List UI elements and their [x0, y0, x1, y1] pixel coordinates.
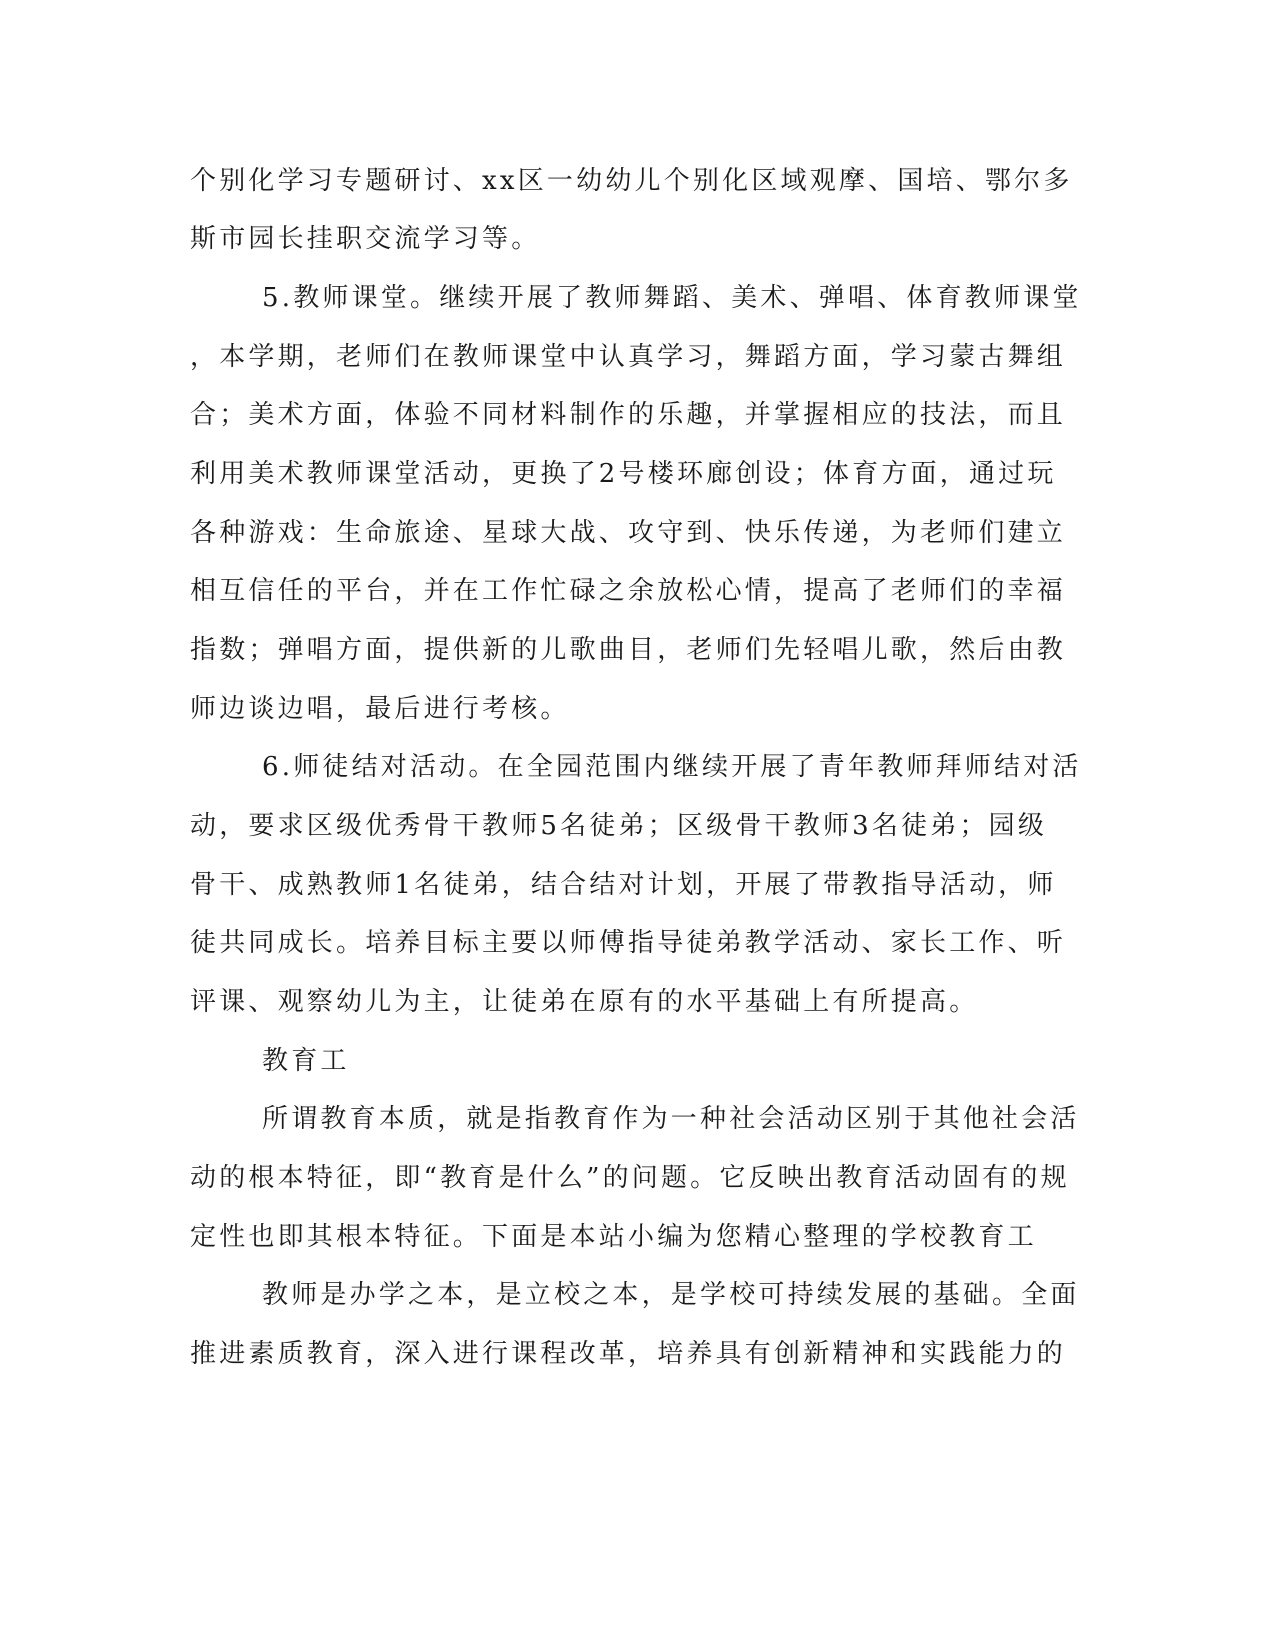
text-line: 个别化学习专题研讨、xx区一幼幼儿个别化区域观摩、国培、鄂尔多: [190, 166, 1073, 196]
text-line: 相互信任的平台，并在工作忙碌之余放松心情，提高了老师们的幸福: [190, 576, 1067, 606]
text-line: 合；美术方面，体验不同材料制作的乐趣，并掌握相应的技法，而且: [190, 400, 1067, 430]
paragraph-first-line: 教师是办学之本，是立校之本，是学校可持续发展的基础。全面: [262, 1280, 1080, 1310]
text-line: 斯市园长挂职交流学习等。: [190, 224, 541, 254]
text-line: 各种游戏：生命旅途、星球大战、攻守到、快乐传递，为老师们建立: [190, 518, 1067, 548]
text-line: 动的根本特征，即“教育是什么”的问题。它反映出教育活动固有的规: [190, 1163, 1070, 1193]
paragraph-first-line: 所谓教育本质，就是指教育作为一种社会活动区别于其他社会活: [262, 1104, 1080, 1134]
paragraph-first-line: 6.师徒结对活动。在全园范围内继续开展了青年教师拜师结对活: [262, 752, 1082, 782]
section-heading: 教育工: [262, 1046, 350, 1076]
text-line: 指数；弹唱方面，提供新的儿歌曲目，老师们先轻唱儿歌，然后由教: [190, 635, 1067, 665]
text-line: ，本学期，老师们在教师课堂中认真学习，舞蹈方面，学习蒙古舞组: [190, 342, 1067, 372]
paragraph-first-line: 5.教师课堂。继续开展了教师舞蹈、美术、弹唱、体育教师课堂: [262, 283, 1082, 313]
text-line: 推进素质教育，深入进行课程改革，培养具有创新精神和实践能力的: [190, 1339, 1067, 1369]
text-line: 徒共同成长。培养目标主要以师傅指导徒弟教学活动、家长工作、听: [190, 928, 1067, 958]
text-line: 定性也即其根本特征。下面是本站小编为您精心整理的学校教育工: [190, 1222, 1037, 1252]
text-line: 骨干、成熟教师1名徒弟，结合结对计划，开展了带教指导活动，师: [190, 870, 1057, 900]
text-line: 利用美术教师课堂活动，更换了2号楼环廊创设；体育方面，通过玩: [190, 459, 1057, 489]
text-line: 动，要求区级优秀骨干教师5名徒弟；区级骨干教师3名徒弟；园级: [190, 811, 1048, 841]
text-line: 师边谈边唱，最后进行考核。: [190, 694, 570, 724]
text-line: 评课、观察幼儿为主，让徒弟在原有的水平基础上有所提高。: [190, 987, 979, 1017]
